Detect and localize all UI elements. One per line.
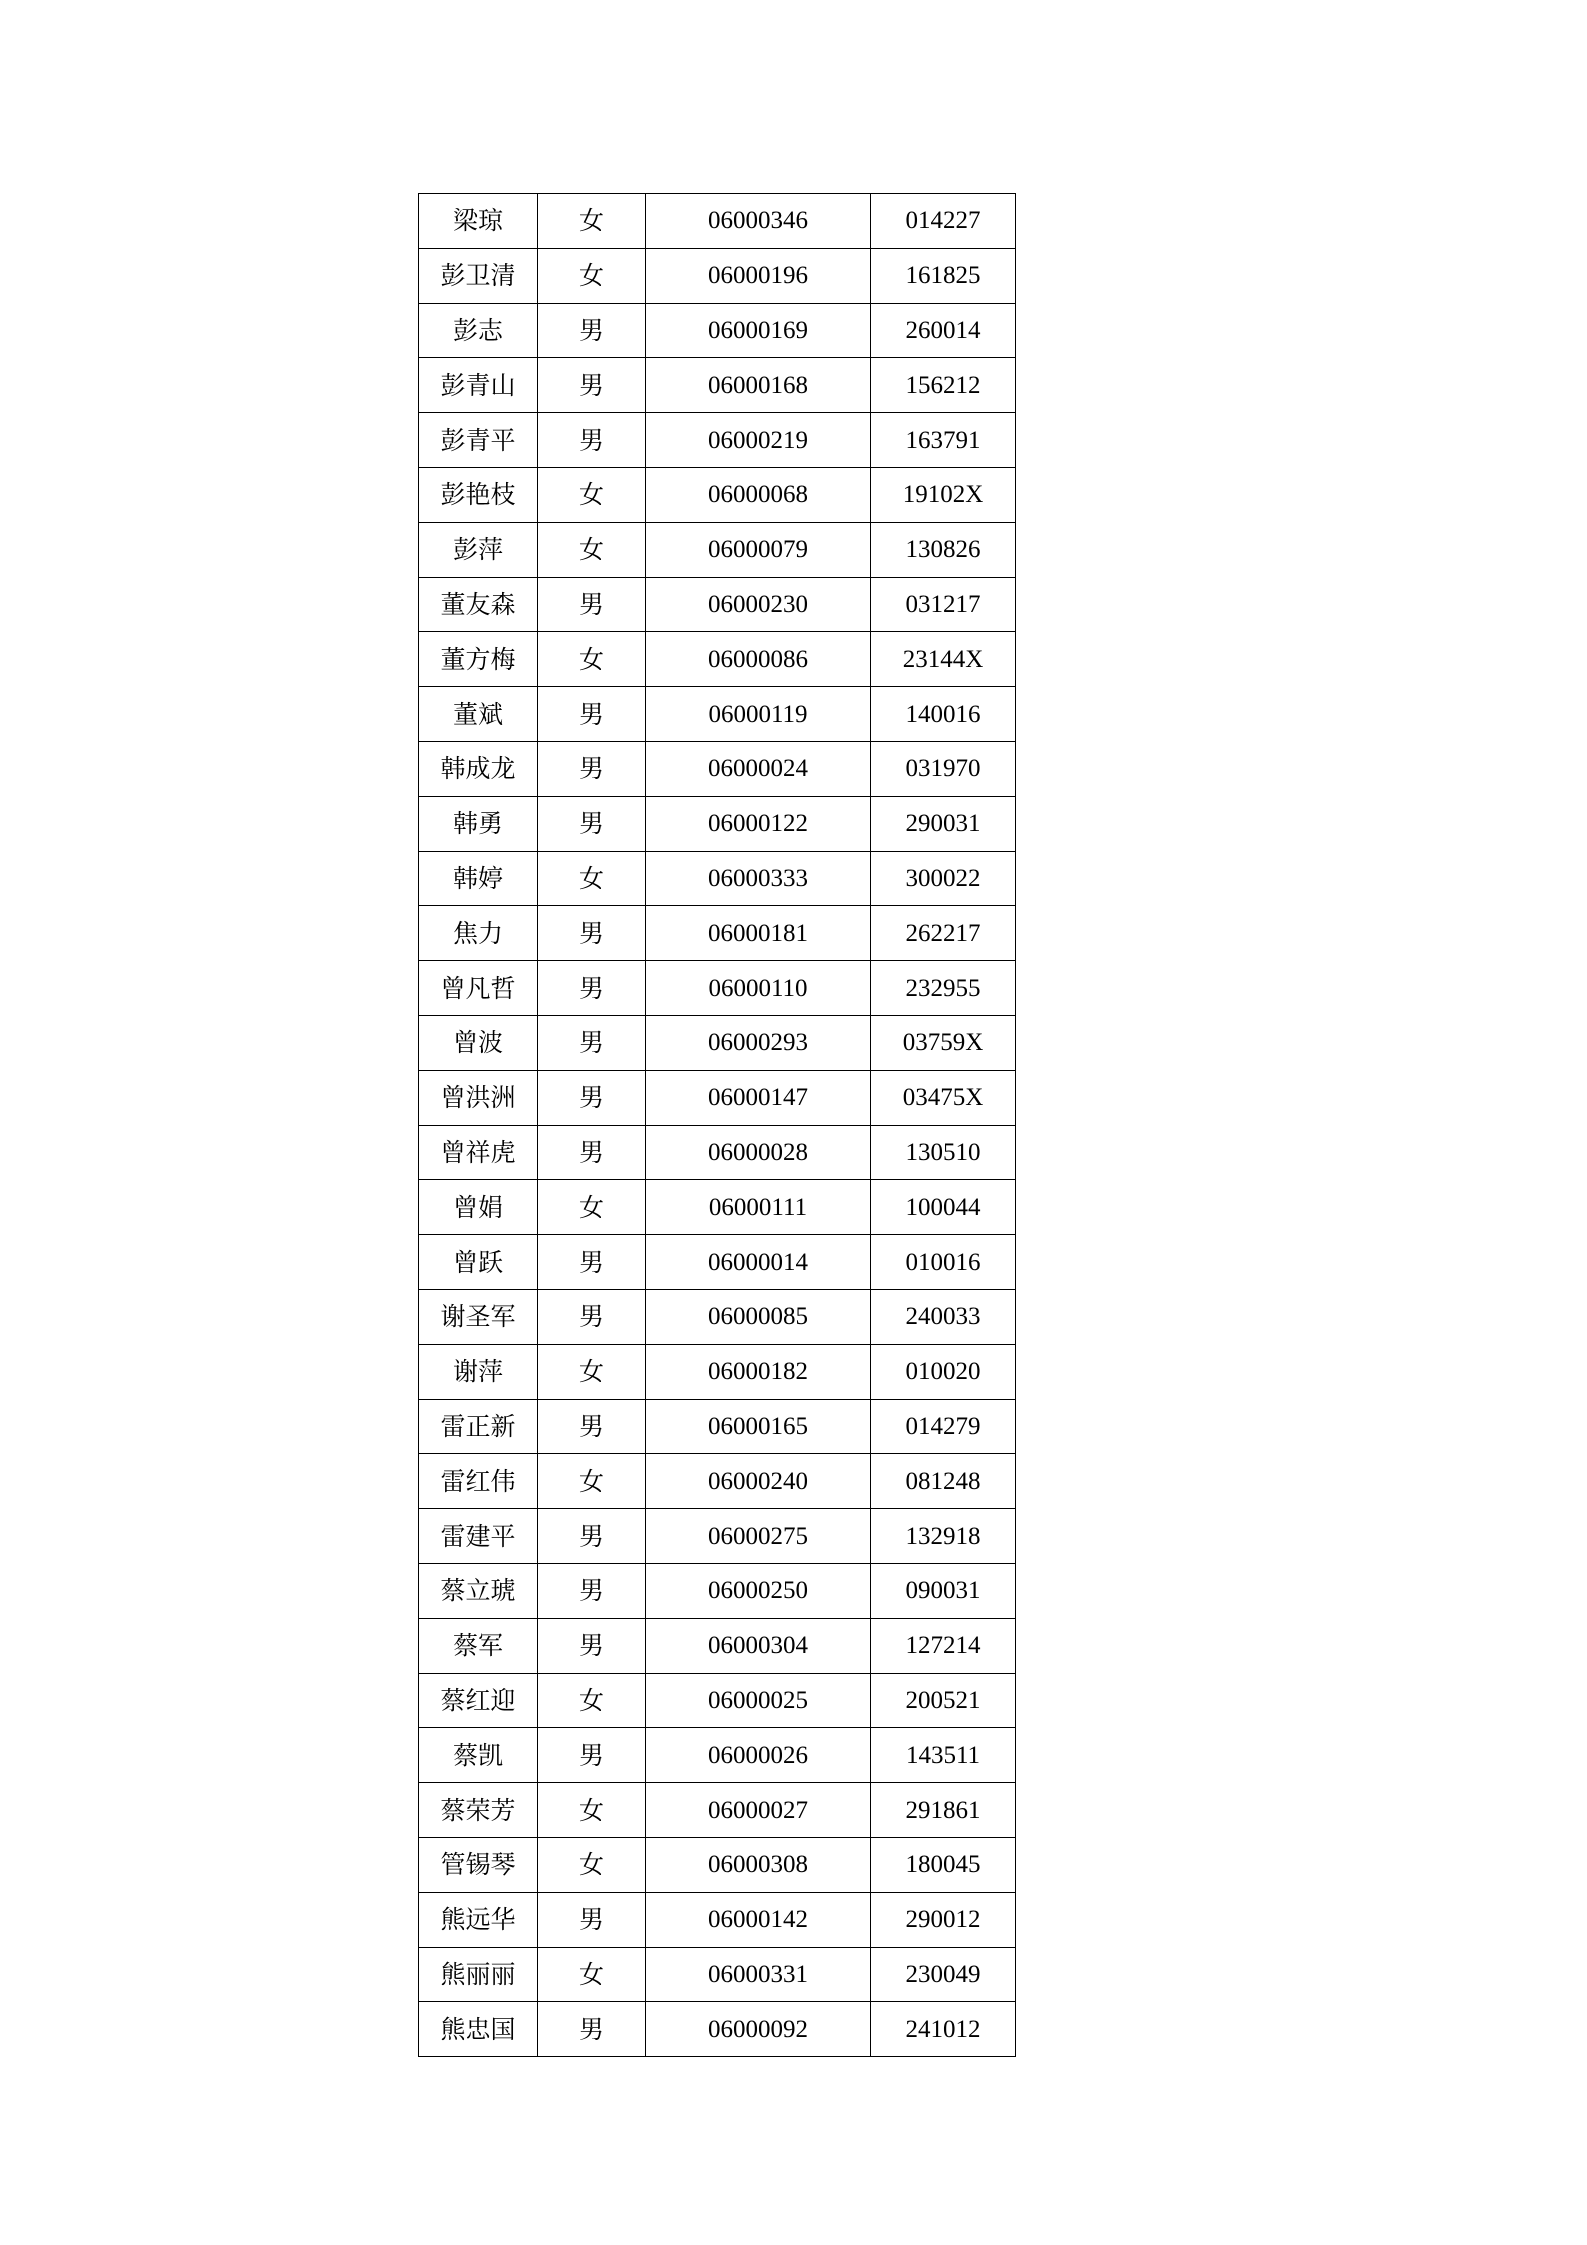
gender-cell: 男 (538, 577, 646, 632)
code-cell: 161825 (871, 248, 1016, 303)
gender-cell: 女 (538, 1454, 646, 1509)
gender-cell: 男 (538, 1125, 646, 1180)
id-cell: 06000086 (646, 632, 871, 687)
code-cell: 290031 (871, 796, 1016, 851)
code-cell: 143511 (871, 1728, 1016, 1783)
name-cell: 董方梅 (419, 632, 538, 687)
id-cell: 06000304 (646, 1618, 871, 1673)
name-cell: 熊远华 (419, 1892, 538, 1947)
table-row (419, 248, 1016, 303)
id-cell: 06000181 (646, 906, 871, 961)
table-row (419, 577, 1016, 632)
id-cell: 06000119 (646, 687, 871, 742)
code-cell: 140016 (871, 687, 1016, 742)
id-cell: 06000182 (646, 1344, 871, 1399)
id-cell: 06000250 (646, 1563, 871, 1618)
table-row (419, 1892, 1016, 1947)
gender-cell: 男 (538, 1509, 646, 1564)
gender-cell: 男 (538, 1728, 646, 1783)
table-row (419, 1180, 1016, 1235)
code-cell: 031217 (871, 577, 1016, 632)
gender-cell: 女 (538, 248, 646, 303)
gender-cell: 女 (538, 1673, 646, 1728)
id-cell: 06000147 (646, 1070, 871, 1125)
table-row (419, 1618, 1016, 1673)
gender-cell: 女 (538, 1180, 646, 1235)
id-cell: 06000028 (646, 1125, 871, 1180)
id-cell: 06000026 (646, 1728, 871, 1783)
code-cell: 23144X (871, 632, 1016, 687)
table-row (419, 1673, 1016, 1728)
name-cell: 彭志 (419, 303, 538, 358)
table-row (419, 467, 1016, 522)
code-cell: 100044 (871, 1180, 1016, 1235)
gender-cell: 男 (538, 2002, 646, 2057)
name-cell: 韩婷 (419, 851, 538, 906)
id-cell: 06000275 (646, 1509, 871, 1564)
table-row (419, 303, 1016, 358)
table-row (419, 1235, 1016, 1290)
id-cell: 06000027 (646, 1783, 871, 1838)
name-cell: 曾波 (419, 1015, 538, 1070)
name-cell: 曾娟 (419, 1180, 538, 1235)
table-row (419, 2002, 1016, 2057)
id-cell: 06000168 (646, 358, 871, 413)
gender-cell: 男 (538, 1563, 646, 1618)
name-cell: 蔡荣芳 (419, 1783, 538, 1838)
table-row (419, 1399, 1016, 1454)
code-cell: 130826 (871, 522, 1016, 577)
code-cell: 290012 (871, 1892, 1016, 1947)
name-cell: 蔡军 (419, 1618, 538, 1673)
name-cell: 梁琼 (419, 194, 538, 249)
id-cell: 06000092 (646, 2002, 871, 2057)
name-cell: 曾凡哲 (419, 961, 538, 1016)
gender-cell: 女 (538, 522, 646, 577)
code-cell: 241012 (871, 2002, 1016, 2057)
id-cell: 06000068 (646, 467, 871, 522)
id-cell: 06000293 (646, 1015, 871, 1070)
name-cell: 熊忠国 (419, 2002, 538, 2057)
name-cell: 韩成龙 (419, 741, 538, 796)
code-cell: 031970 (871, 741, 1016, 796)
id-cell: 06000014 (646, 1235, 871, 1290)
id-cell: 06000122 (646, 796, 871, 851)
id-cell: 06000142 (646, 1892, 871, 1947)
table-row (419, 1289, 1016, 1344)
gender-cell: 男 (538, 1289, 646, 1344)
id-cell: 06000346 (646, 194, 871, 249)
gender-cell: 男 (538, 358, 646, 413)
name-cell: 雷红伟 (419, 1454, 538, 1509)
gender-cell: 男 (538, 961, 646, 1016)
id-cell: 06000196 (646, 248, 871, 303)
gender-cell: 女 (538, 1344, 646, 1399)
gender-cell: 男 (538, 1618, 646, 1673)
code-cell: 081248 (871, 1454, 1016, 1509)
id-cell: 06000111 (646, 1180, 871, 1235)
code-cell: 260014 (871, 303, 1016, 358)
gender-cell: 女 (538, 467, 646, 522)
gender-cell: 男 (538, 1235, 646, 1290)
id-cell: 06000230 (646, 577, 871, 632)
code-cell: 010016 (871, 1235, 1016, 1290)
id-cell: 06000308 (646, 1837, 871, 1892)
gender-cell: 男 (538, 413, 646, 468)
code-cell: 262217 (871, 906, 1016, 961)
gender-cell: 男 (538, 687, 646, 742)
name-cell: 管锡琴 (419, 1837, 538, 1892)
code-cell: 130510 (871, 1125, 1016, 1180)
table-row (419, 961, 1016, 1016)
name-cell: 雷建平 (419, 1509, 538, 1564)
id-cell: 06000025 (646, 1673, 871, 1728)
table-row (419, 522, 1016, 577)
code-cell: 232955 (871, 961, 1016, 1016)
name-cell: 熊丽丽 (419, 1947, 538, 2002)
gender-cell: 女 (538, 1837, 646, 1892)
name-cell: 蔡立琥 (419, 1563, 538, 1618)
id-cell: 06000165 (646, 1399, 871, 1454)
code-cell: 200521 (871, 1673, 1016, 1728)
name-cell: 彭卫清 (419, 248, 538, 303)
table-row (419, 796, 1016, 851)
table-row (419, 1783, 1016, 1838)
id-cell: 06000331 (646, 1947, 871, 2002)
name-cell: 曾洪洲 (419, 1070, 538, 1125)
gender-cell: 男 (538, 741, 646, 796)
name-cell: 董斌 (419, 687, 538, 742)
gender-cell: 男 (538, 1892, 646, 1947)
code-cell: 03475X (871, 1070, 1016, 1125)
name-cell: 焦力 (419, 906, 538, 961)
code-cell: 03759X (871, 1015, 1016, 1070)
gender-cell: 男 (538, 303, 646, 358)
id-cell: 06000333 (646, 851, 871, 906)
name-cell: 曾祥虎 (419, 1125, 538, 1180)
table-row (419, 632, 1016, 687)
name-cell: 彭青平 (419, 413, 538, 468)
name-cell: 蔡凯 (419, 1728, 538, 1783)
code-cell: 180045 (871, 1837, 1016, 1892)
gender-cell: 女 (538, 632, 646, 687)
code-cell: 090031 (871, 1563, 1016, 1618)
code-cell: 127214 (871, 1618, 1016, 1673)
code-cell: 230049 (871, 1947, 1016, 2002)
gender-cell: 男 (538, 1015, 646, 1070)
table-row (419, 1728, 1016, 1783)
table-row (419, 1947, 1016, 2002)
table-row (419, 687, 1016, 742)
code-cell: 014227 (871, 194, 1016, 249)
name-cell: 曾跃 (419, 1235, 538, 1290)
gender-cell: 男 (538, 906, 646, 961)
gender-cell: 女 (538, 1783, 646, 1838)
code-cell: 163791 (871, 413, 1016, 468)
name-cell: 雷正新 (419, 1399, 538, 1454)
roster-table (418, 193, 1016, 2057)
name-cell: 蔡红迎 (419, 1673, 538, 1728)
roster-table-body (419, 194, 1016, 2057)
table-row (419, 741, 1016, 796)
table-row (419, 1344, 1016, 1399)
name-cell: 彭青山 (419, 358, 538, 413)
name-cell: 彭萍 (419, 522, 538, 577)
table-row (419, 194, 1016, 249)
table-row (419, 1454, 1016, 1509)
table-row (419, 1015, 1016, 1070)
table-row (419, 906, 1016, 961)
table-row (419, 1509, 1016, 1564)
id-cell: 06000219 (646, 413, 871, 468)
code-cell: 240033 (871, 1289, 1016, 1344)
id-cell: 06000085 (646, 1289, 871, 1344)
code-cell: 132918 (871, 1509, 1016, 1564)
table-row (419, 1563, 1016, 1618)
table-row (419, 358, 1016, 413)
code-cell: 010020 (871, 1344, 1016, 1399)
id-cell: 06000079 (646, 522, 871, 577)
code-cell: 19102X (871, 467, 1016, 522)
name-cell: 董友森 (419, 577, 538, 632)
name-cell: 谢萍 (419, 1344, 538, 1399)
gender-cell: 男 (538, 1070, 646, 1125)
name-cell: 彭艳枝 (419, 467, 538, 522)
table-row (419, 1837, 1016, 1892)
gender-cell: 男 (538, 796, 646, 851)
code-cell: 156212 (871, 358, 1016, 413)
id-cell: 06000169 (646, 303, 871, 358)
code-cell: 300022 (871, 851, 1016, 906)
gender-cell: 男 (538, 1399, 646, 1454)
table-row (419, 851, 1016, 906)
gender-cell: 女 (538, 851, 646, 906)
name-cell: 谢圣军 (419, 1289, 538, 1344)
name-cell: 韩勇 (419, 796, 538, 851)
table-row (419, 1125, 1016, 1180)
id-cell: 06000240 (646, 1454, 871, 1509)
code-cell: 014279 (871, 1399, 1016, 1454)
id-cell: 06000024 (646, 741, 871, 796)
gender-cell: 女 (538, 194, 646, 249)
code-cell: 291861 (871, 1783, 1016, 1838)
gender-cell: 女 (538, 1947, 646, 2002)
table-row (419, 1070, 1016, 1125)
table-row (419, 413, 1016, 468)
id-cell: 06000110 (646, 961, 871, 1016)
